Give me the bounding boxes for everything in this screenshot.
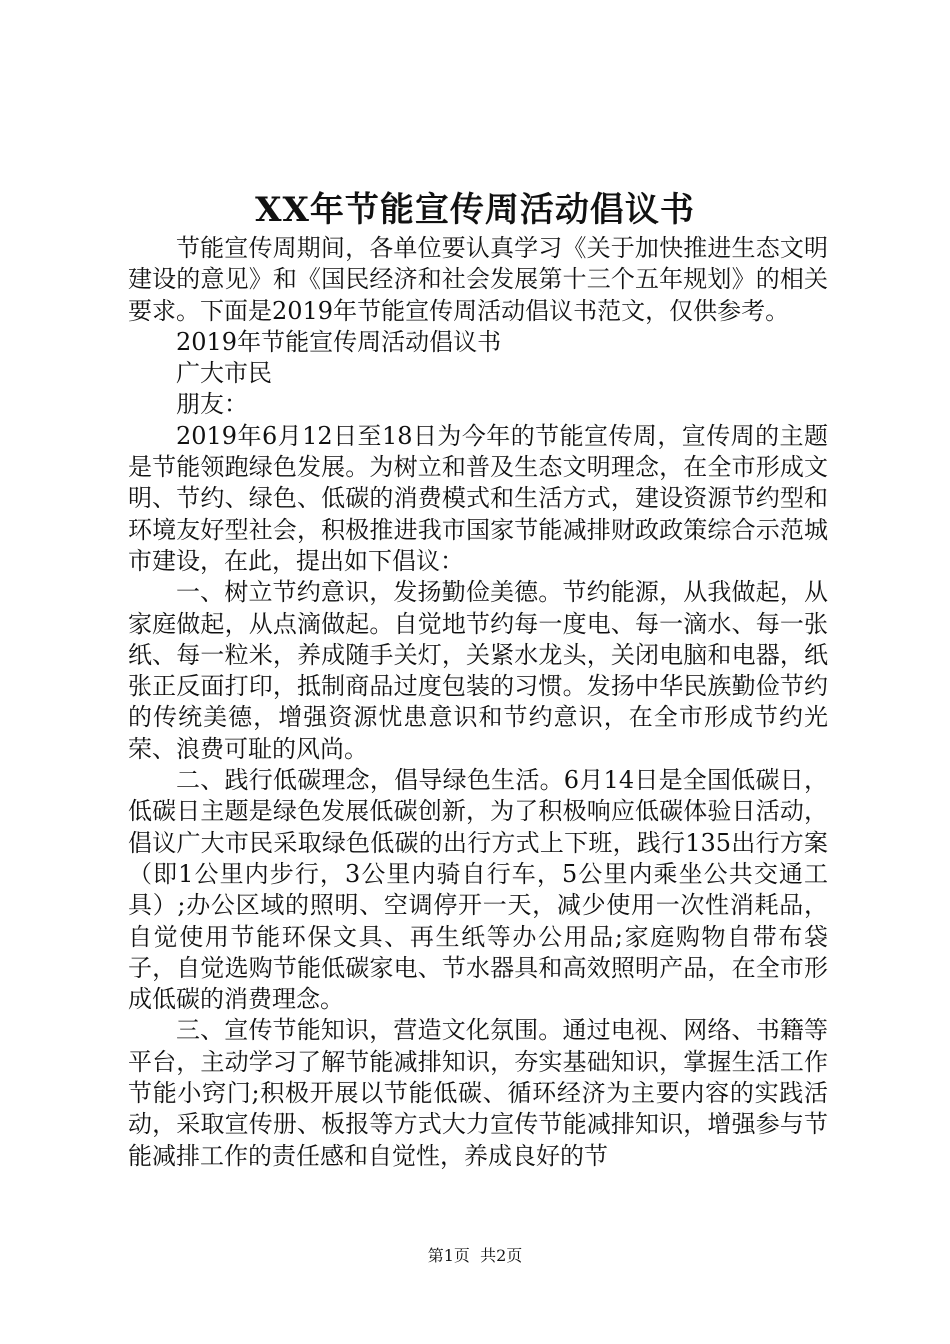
salutation-line-2: 朋友： xyxy=(176,390,248,419)
document-body xyxy=(128,233,828,1172)
proposal-one-paragraph: 一、树立节约意识，发扬勤俭美德。节约能源，从我做起，从家庭做起，从点滴做起。自觉地节约每一度电、每一滴水、每一张纸、每一粒米，养成随手关灯，关紧水龙头，关闭电脑和电器，纸张正反面打印，抵制商品过度包装的习惯。发扬中华民族勤俭节约的传统美德，增强资源忧患意识和节约意识，在全市形成节约光荣、浪费可耻的风尚。 xyxy=(128,578,828,763)
subtitle-paragraph: 2019年节能宣传周活动倡议书 xyxy=(176,327,502,356)
document-title: XX年节能宣传周活动倡议书 xyxy=(255,190,695,230)
page-footer xyxy=(0,1244,950,1268)
proposal-two-paragraph: 二、践行低碳理念，倡导绿色生活。6月14日是全国低碳日，低碳日主题是绿色发展低碳创新，为了积极响应低碳体验日活动，倡议广大市民采取绿色低碳的出行方式上下班，践行135出行方案（即1公里内步行，3公里内骑自行车，5公里内乘坐公共交通工具）;办公区域的照明、空调停开一天，减少使用一次性消耗品，自觉使用节能环保文具、再生纸等办公用品;家庭购物自带布袋子，自觉选购节能低碳家电、节水器具和高效照明产品，在全市形成低碳的消费理念。 xyxy=(128,766,828,1014)
intro-paragraph: 节能宣传周期间，各单位要认真学习《关于加快推进生态文明建设的意见》和《国民经济和社会发展第十三个五年规划》的相关要求。下面是2019年节能宣传周活动倡议书范文，仅供参考。 xyxy=(128,234,828,325)
proposal-three-paragraph: 三、宣传节能知识，营造文化氛围。通过电视、网络、书籍等平台，主动学习了解节能减排知识，夯实基础知识，掌握生活工作节能小窍门;积极开展以节能低碳、循环经济为主要内容的实践活动，采取宣传册、板报等方式大力宣传节能减排知识，增强参与节能减排工作的责任感和自觉性，养成良好的节 xyxy=(128,1016,828,1170)
page-total: 共2页 xyxy=(480,1246,523,1265)
salutation-line-1: 广大市民 xyxy=(176,359,272,388)
page-number: 第1页 xyxy=(427,1246,470,1265)
body-paragraph: 2019年6月12日至18日为今年的节能宣传周，宣传周的主题是节能领跑绿色发展。为树立和普及生态文明理念，在全市形成文明、节约、绿色、低碳的消费模式和生活方式，建设资源节约型和环境友好型社会，积极推进我市国家节能减排财政政策综合示范城市建设，在此，提出如下倡议： xyxy=(128,421,828,575)
